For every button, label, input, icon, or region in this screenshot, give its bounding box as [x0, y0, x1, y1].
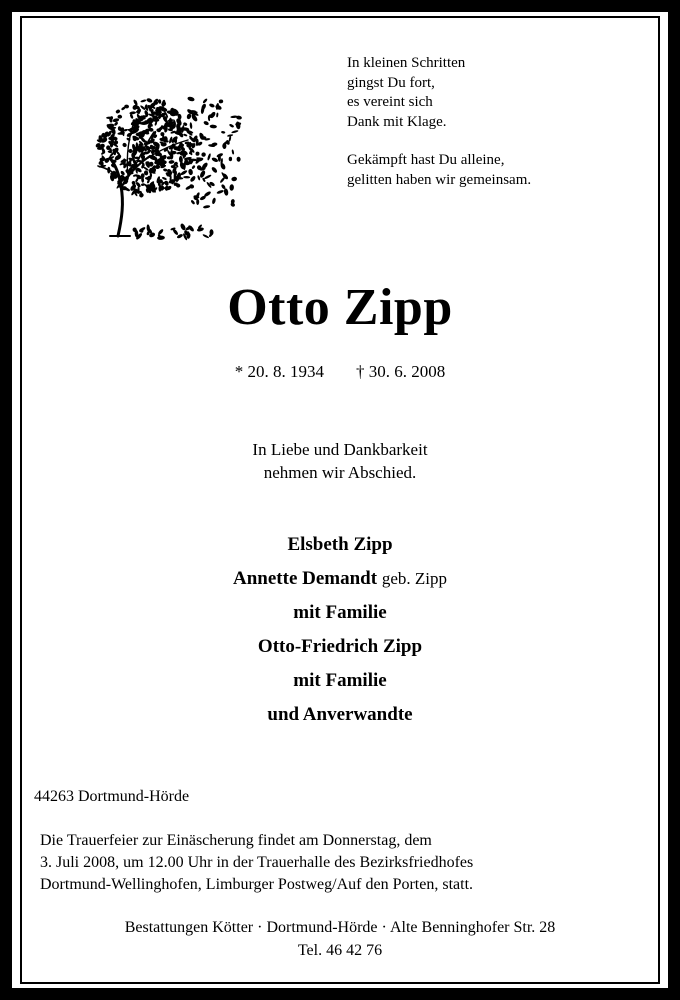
undertaker-info	[0, 916, 680, 962]
ceremony-notice	[40, 830, 473, 896]
poem-line: Dank mit Klage.	[347, 113, 447, 130]
mourner-name: Otto-Friedrich Zipp	[257, 636, 423, 657]
undertaker-address: Bestattungen Kötter · Dortmund-Hörde · Alte Benninghofer Str. 28	[124, 919, 556, 936]
poem-stanza-2	[347, 151, 531, 190]
windblown-tree-icon	[88, 78, 243, 243]
mourner-name: Annette Demandt	[233, 568, 378, 589]
poem-stanza-1	[347, 54, 531, 132]
mourner-name: und Anverwandte	[267, 704, 413, 725]
mourner-name: mit Familie	[293, 670, 387, 691]
ceremony-line: Die Trauerfeier zur Einäscherung findet am Donnerstag, dem	[40, 832, 432, 849]
mourner-name: mit Familie	[293, 602, 387, 623]
mourner-row	[0, 528, 680, 562]
poem-line: In kleinen Schritten	[347, 55, 466, 71]
deceased-name: Otto Zipp	[227, 279, 453, 336]
poem-line: es vereint sich	[347, 94, 433, 110]
mourners-list	[0, 528, 680, 732]
life-dates	[0, 362, 680, 382]
farewell-text	[0, 438, 680, 484]
poem-line: Gekämpft hast Du alleine,	[347, 152, 505, 168]
mourner-note: geb. Zipp	[381, 569, 447, 588]
death-date: † 30. 6. 2008	[356, 362, 446, 381]
poem-line: gelitten haben wir gemeinsam.	[347, 171, 532, 188]
mourner-row	[0, 596, 680, 630]
poem-line: gingst Du fort,	[347, 74, 435, 91]
ceremony-line: Dortmund-Wellinghofen, Limburger Postweg/Auf den Porten, statt.	[40, 876, 474, 893]
ceremony-line: 3. Juli 2008, um 12.00 Uhr in der Trauerhalle des Bezirksfriedhofes	[40, 854, 474, 871]
mourner-row	[0, 562, 680, 596]
birth-date: * 20. 8. 1934	[234, 362, 324, 381]
mourner-row	[0, 664, 680, 698]
farewell-line: nehmen wir Abschied.	[263, 463, 417, 482]
place-line: 44263 Dortmund-Hörde	[34, 788, 190, 805]
mourner-name: Elsbeth Zipp	[287, 534, 393, 555]
farewell-line: In Liebe und Dankbarkeit	[252, 440, 428, 459]
mourner-row	[0, 698, 680, 732]
mourner-row	[0, 630, 680, 664]
poem	[347, 54, 531, 190]
undertaker-phone: Tel. 46 42 76	[297, 942, 383, 959]
